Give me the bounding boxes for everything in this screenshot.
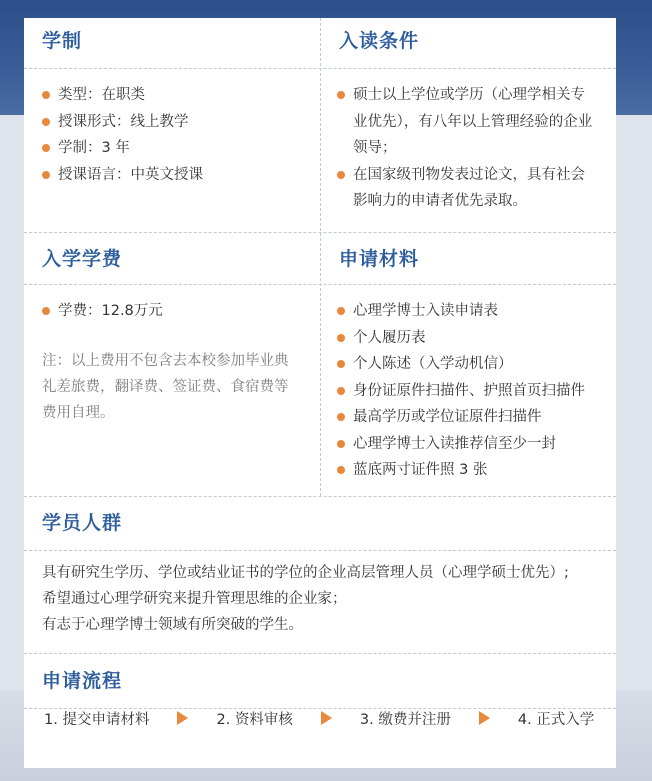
info-card <box>24 18 616 768</box>
paragraph-line: 希望通过心理学研究来提升管理思维的企业家； <box>42 591 347 607</box>
column-divider <box>320 18 321 496</box>
arrow-right-icon <box>479 711 490 725</box>
bullet-icon <box>42 144 50 152</box>
paragraph-line: 有志于心理学博士领域有所突破的学生。 <box>42 617 303 633</box>
bullet-icon <box>337 334 345 342</box>
fees-note: 注：以上费用不包含去本校参加毕业典礼差旅费，翻译费、签证费、食宿费等费用自理。 <box>42 353 289 421</box>
students-text <box>42 560 612 638</box>
paragraph-line: 具有研究生学历、学位或结业证书的学位的企业高层管理人员（心理学硕士优先）; <box>42 565 569 581</box>
list-item: 身份证原件扫描件、护照首页扫描件 <box>337 378 612 405</box>
section-title-materials: 申请材料 <box>339 248 420 270</box>
arrow-right-icon <box>177 711 188 725</box>
bullet-icon <box>337 466 345 474</box>
section-title-students: 学员人群 <box>42 512 123 534</box>
list-item: 授课形式：线上教学 <box>42 109 312 136</box>
list-item: 心理学博士入读申请表 <box>337 298 612 325</box>
process-step: 2. 资料审核 <box>216 711 293 728</box>
divider <box>24 496 616 497</box>
arrow-right-icon <box>321 711 332 725</box>
list-item: 硕士以上学位或学历（心理学相关专业优先），有八年以上管理经验的企业领导； <box>337 82 599 162</box>
bullet-icon <box>337 91 345 99</box>
fees-list <box>42 298 304 325</box>
process-steps <box>44 706 614 730</box>
bullet-icon <box>42 171 50 179</box>
list-item: 学费：12.8万元 <box>42 298 304 325</box>
materials-list <box>337 298 612 484</box>
bullet-icon <box>337 360 345 368</box>
process-step: 4. 正式入学 <box>517 711 595 728</box>
list-item: 在国家级刊物发表过论文，具有社会影响力的申请者优先录取。 <box>337 162 599 215</box>
bullet-icon <box>337 387 345 395</box>
section-title-rudu: 入读条件 <box>339 30 420 52</box>
xuezhi-list <box>42 82 312 188</box>
list-item: 个人陈述（入学动机信） <box>337 351 612 378</box>
list-item: 授课语言：中英文授课 <box>42 162 312 189</box>
process-step: 1. 提交申请材料 <box>44 711 150 728</box>
list-item: 个人履历表 <box>337 325 612 352</box>
section-title-fees: 入学学费 <box>42 248 123 270</box>
process-step: 3. 缴费并注册 <box>359 711 451 728</box>
bullet-icon <box>42 91 50 99</box>
bullet-icon <box>337 307 345 315</box>
bullet-icon <box>337 440 345 448</box>
bullet-icon <box>337 171 345 179</box>
list-item: 最高学历或学位证原件扫描件 <box>337 404 612 431</box>
list-item: 学制：3 年 <box>42 135 312 162</box>
section-title-xuezhi: 学制 <box>42 30 83 52</box>
divider <box>24 550 616 551</box>
list-item: 心理学博士入读推荐信至少一封 <box>337 431 612 458</box>
section-title-process: 申请流程 <box>42 670 123 692</box>
list-item: 蓝底两寸证件照 3 张 <box>337 457 612 484</box>
bullet-icon <box>42 118 50 126</box>
list-item: 类型：在职类 <box>42 82 312 109</box>
bullet-icon <box>42 307 50 315</box>
rudu-list <box>337 82 599 215</box>
divider <box>24 653 616 654</box>
bullet-icon <box>337 413 345 421</box>
